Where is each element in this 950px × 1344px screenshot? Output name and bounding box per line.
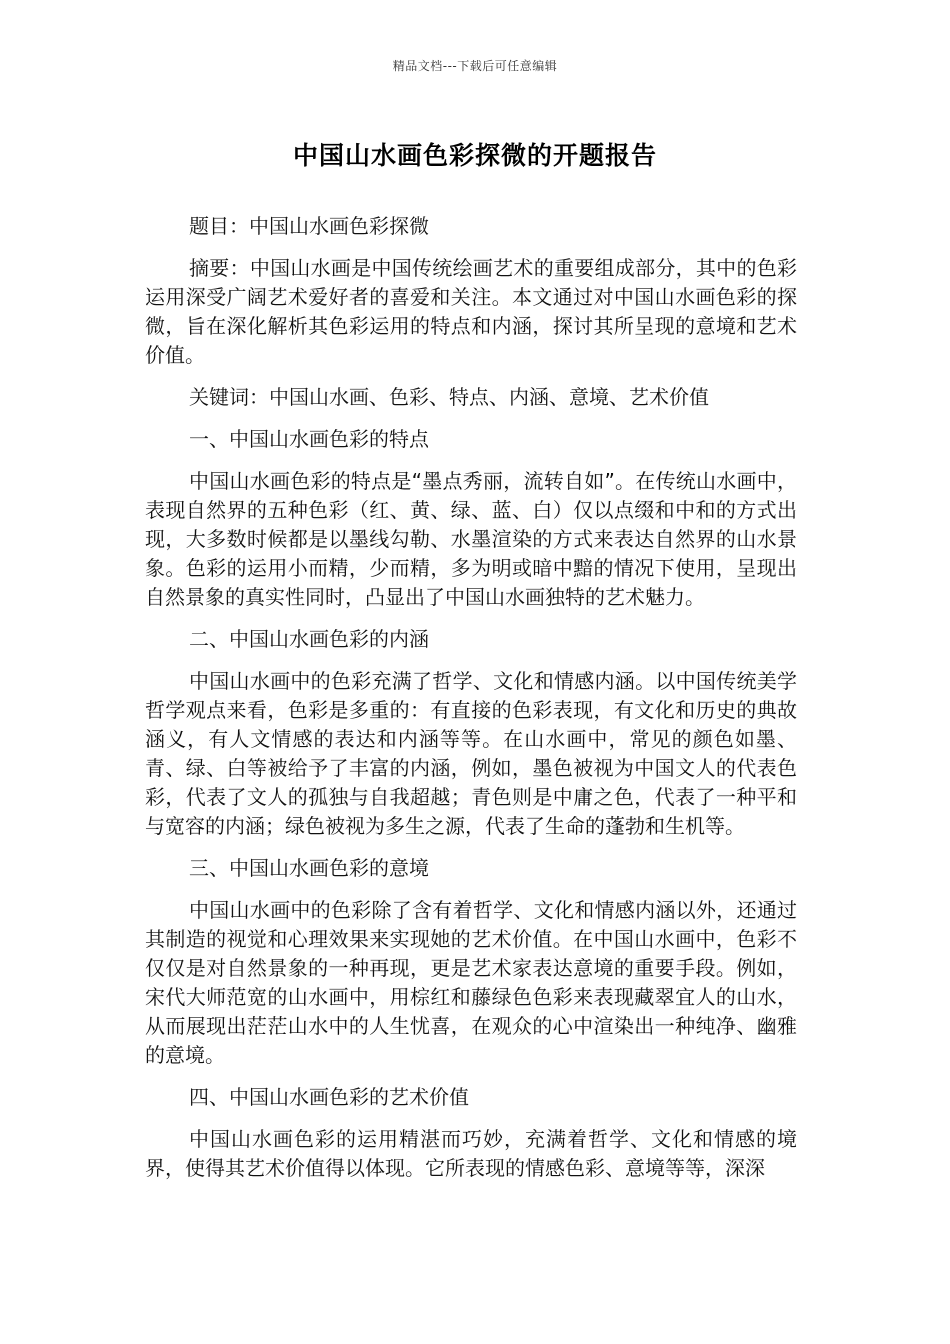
section-heading-4: 四、中国山水画色彩的艺术价值	[189, 1085, 469, 1109]
header-note: 精品文档---下载后可任意编辑	[392, 59, 558, 73]
abstract-paragraph: 摘要：中国山水画是中国传统绘画艺术的重要组成部分，其中的色彩运用深受广阔艺术爱好者的喜爱和关注。本文通过对中国山水画色彩的探微，旨在深化解析其色彩运用的特点和内涵，探讨其所呈现的意境和艺术价值。	[145, 256, 797, 367]
section-body-1: 中国山水画色彩的特点是“墨点秀丽，流转自如”。在传统山水画中，表现自然界的五种色彩（红、黄、绿、蓝、白）仅以点缀和中和的方式出现，大多数时候都是以墨线勾勒、水墨渲染的方式来表达自然界的山水景象。色彩的运用小而精，少而精，多为明或暗中黯的情况下使用，呈现出自然景象的真实性同时，凸显出了中国山水画独特的艺术魅力。	[145, 469, 797, 609]
section-body-4: 中国山水画色彩的运用精湛而巧妙，充满着哲学、文化和情感的境界，使得其艺术价值得以体现。它所表现的情感色彩、意境等等，深深	[145, 1127, 797, 1180]
document-title: 中国山水画色彩探微的开题报告	[292, 141, 657, 170]
document-body	[145, 212, 797, 1196]
section-body-2: 中国山水画中的色彩充满了哲学、文化和情感内涵。以中国传统美学哲学观点来看，色彩是多重的：有直接的色彩表现，有文化和历史的典故涵义，有人文情感的表达和内涵等等。在山水画中，常见的颜色如墨、青、绿、白等被给予了丰富的内涵，例如，墨色被视为中国文人的代表色彩，代表了文人的孤独与自我超越；青色则是中庸之色，代表了一种平和与宽容的内涵；绿色被视为多生之源，代表了生命的蓬勃和生机等。	[145, 669, 797, 838]
section-heading-1: 一、中国山水画色彩的特点	[189, 427, 429, 451]
section-heading-2: 二、中国山水画色彩的内涵	[189, 627, 429, 651]
section-heading-3: 三、中国山水画色彩的意境	[189, 856, 429, 880]
section-body-3: 中国山水画中的色彩除了含有着哲学、文化和情感内涵以外，还通过其制造的视觉和心理效果来实现她的艺术价值。在中国山水画中，色彩不仅仅是对自然景象的一种再现，更是艺术家表达意境的重要手段。例如，宋代大师范宽的山水画中，用棕红和藤绿色色彩来表现藏翠宜人的山水，从而展现出茫茫山水中的人生忧喜，在观众的心中渲染出一种纯净、幽雅的意境。	[145, 898, 797, 1067]
subject-line: 题目：中国山水画色彩探微	[189, 214, 429, 238]
keywords-line: 关键词：中国山水画、色彩、特点、内涵、意境、艺术价值	[189, 385, 709, 409]
